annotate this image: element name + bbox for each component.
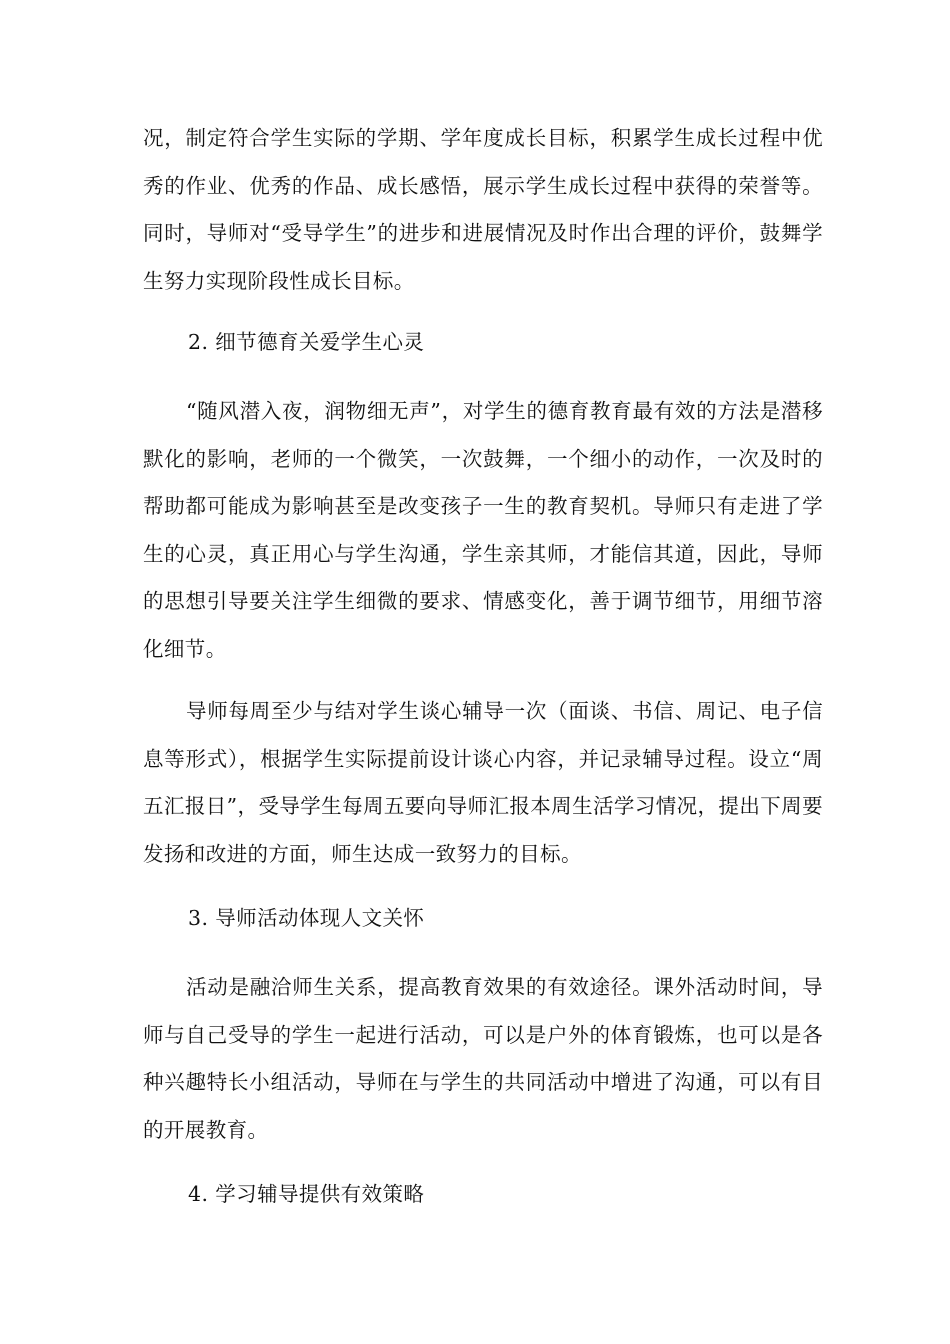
heading-mentor-activities: 3. 导师活动体现人文关怀 [188, 906, 425, 930]
heading-moral-education: 2. 细节德育关爱学生心灵 [188, 330, 425, 354]
paragraph-growth-goals: 况，制定符合学生实际的学期、学年度成长目标，积累学生成长过程中优秀的作业、优秀的作品、成长感悟，展示学生成长过程中获得的荣誉等。同时，导师对“受导学生”的进步和进展情况及时作出合理的评价，鼓舞学生努力实现阶段性成长目标。 [143, 126, 823, 293]
paragraph-weekly-counseling: 导师每周至少与结对学生谈心辅导一次（面谈、书信、周记、电子信息等形式），根据学生实际提前设计谈心内容，并记录辅导过程。设立“周五汇报日”，受导学生每周五要向导师汇报本周生活学习情况，提出下周要发扬和改进的方面，师生达成一致努力的目标。 [143, 699, 823, 866]
paragraph-moral-education: “随风潜入夜，润物细无声”，对学生的德育教育最有效的方法是潜移默化的影响，老师的一个微笑，一次鼓舞，一个细小的动作，一次及时的帮助都可能成为影响甚至是改变孩子一生的教育契机。导师只有走进了学生的心灵，真正用心与学生沟通，学生亲其师，才能信其道，因此，导师的思想引导要关注学生细微的要求、情感变化，善于调节细节，用细节溶化细节。 [143, 399, 823, 661]
heading-learning-guidance: 4. 学习辅导提供有效策略 [188, 1182, 425, 1206]
paragraph-mentor-activities: 活动是融洽师生关系，提高教育效果的有效途径。课外活动时间，导师与自己受导的学生一起进行活动，可以是户外的体育锻炼，也可以是各种兴趣特长小组活动，导师在与学生的共同活动中增进了沟通，可以有目的开展教育。 [143, 975, 823, 1142]
